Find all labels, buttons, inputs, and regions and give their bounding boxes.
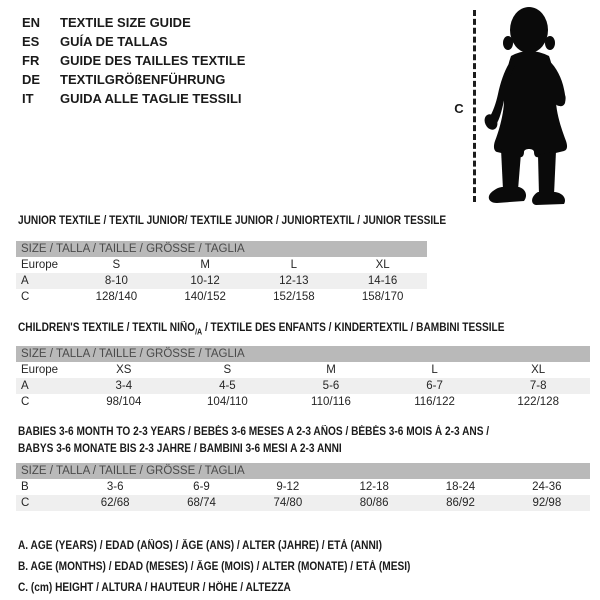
table-row [16, 394, 590, 410]
lang-code: DE [22, 72, 41, 87]
section-junior-textile [16, 215, 447, 305]
table-row [16, 257, 427, 273]
lang-title: TEXTILE SIZE GUIDE [60, 15, 191, 30]
cell: 10-12 [190, 275, 220, 287]
cell: L [290, 259, 298, 271]
cell: 158/170 [361, 291, 404, 303]
section-title [16, 322, 590, 335]
cell: M [200, 259, 210, 271]
cell: 86/92 [446, 497, 475, 509]
section-title [16, 441, 590, 458]
section-babies-textile [16, 424, 590, 511]
title-part: CHILDREN'S TEXTILE / TEXTIL NIÑO [18, 322, 196, 334]
section-title [16, 424, 590, 441]
lang-code: EN [22, 15, 41, 30]
cell: 74/80 [273, 497, 303, 509]
cell: 8-10 [104, 275, 128, 287]
cell: 3-4 [115, 380, 133, 392]
cell: 14-16 [367, 275, 398, 287]
size-header-bar: SIZE / TALLA / TAILLE / GRÖSSE / TAGLIA [16, 241, 427, 257]
cell: 98/104 [106, 396, 142, 408]
cell: 3-6 [106, 481, 124, 493]
cell: 110/116 [311, 396, 351, 408]
cell: S [112, 259, 121, 271]
footnote-b [18, 557, 464, 578]
row-label: A [21, 275, 29, 287]
cell: 104/110 [207, 396, 248, 408]
footnote-text: B. AGE (MONTHS) / EDAD (MESES) / ÂGE (MOIS) / ALTER (MONATE) / ETÀ (MESI) [18, 561, 411, 573]
section-title-text: JUNIOR TEXTILE / TEXTIL JUNIOR/ TEXTILE JUNIOR / JUNIORTEXTIL / JUNIOR TESSILE [18, 215, 447, 227]
table-row [16, 273, 427, 289]
cell: XS [116, 364, 132, 376]
title-part: / TEXTILE DES ENFANTS / KINDERTEXTIL / BAMBINI TESSILE [202, 322, 505, 334]
cell: 68/74 [187, 497, 216, 509]
lang-code: ES [22, 34, 40, 49]
cell: 4-5 [219, 380, 236, 392]
section-title-text: BABIES 3-6 MONTH TO 2-3 YEARS / BEBÉS 3-6 MESES A 2-3 AÑOS / BÉBÉS 3-6 MOIS À 2-3 ANS / [18, 426, 490, 438]
footnotes [18, 536, 464, 599]
lang-row-es [22, 32, 245, 51]
cell: 116/122 [414, 396, 455, 408]
language-title-list [22, 13, 245, 108]
section-title-text [18, 322, 504, 338]
row-label: B [21, 481, 29, 493]
cell: 5-6 [322, 380, 340, 392]
cell: 12-13 [279, 275, 309, 287]
row-label: Europe [21, 364, 59, 376]
lang-title: GUIDE DES TAILLES TEXTILE [60, 53, 246, 68]
cell: 140/152 [184, 291, 226, 303]
lang-row-fr [22, 51, 245, 70]
footnote-c [18, 578, 464, 599]
cell: 7-8 [529, 380, 547, 392]
title-subscript: /A [195, 327, 203, 337]
cell: 12-18 [359, 481, 389, 493]
cell: 152/158 [273, 291, 315, 303]
lang-row-en [22, 13, 245, 32]
cell: 122/128 [517, 396, 559, 408]
cell: 9-12 [276, 481, 300, 493]
row-label: C [21, 291, 30, 303]
lang-row-de [22, 70, 245, 89]
cell: 24-36 [532, 481, 562, 493]
footnote-text: A. AGE (YEARS) / EDAD (AÑOS) / ÂGE (ANS) / ALTER (JAHRE) / ETÀ (ANNI) [18, 540, 382, 552]
table-row [16, 378, 590, 394]
cell: L [431, 364, 438, 376]
lang-title: TEXTILGRÖßENFÜHRUNG [60, 72, 226, 87]
height-measure-dashed-line [473, 10, 476, 202]
height-measure-label: C [454, 101, 464, 116]
table-row [16, 289, 427, 305]
cell: 128/140 [95, 291, 138, 303]
cell: 92/98 [532, 497, 562, 509]
cell: 6-7 [426, 380, 443, 392]
cell: 6-9 [193, 481, 210, 493]
section-title [16, 215, 447, 228]
lang-code: FR [22, 53, 40, 68]
size-header-bar: SIZE / TALLA / TAILLE / GRÖSSE / TAGLIA [16, 463, 590, 479]
section-title-text: BABYS 3-6 MONATE BIS 2-3 JAHRE / BAMBINI 3-6 MESI A 2-3 ANNI [18, 443, 342, 455]
size-header-bar: SIZE / TALLA / TAILLE / GRÖSSE / TAGLIA [16, 346, 590, 362]
cell: 62/68 [100, 497, 130, 509]
row-label: C [21, 396, 30, 408]
baby-silhouette [480, 0, 600, 215]
footnote-text: C. (cm) HEIGHT / ALTURA / HAUTEUR / HÖHE / ALTEZZA [18, 582, 291, 594]
lang-title: GUIDA ALLE TAGLIE TESSILI [60, 91, 242, 106]
row-label: A [21, 380, 29, 392]
footnote-a [18, 536, 464, 557]
cell: M [326, 364, 336, 376]
row-label: Europe [21, 259, 59, 271]
table-row [16, 362, 590, 378]
cell: 80/86 [359, 497, 389, 509]
cell: XL [531, 364, 546, 376]
table-row [16, 479, 590, 495]
cell: 18-24 [445, 481, 476, 493]
cell: S [223, 364, 232, 376]
table-row [16, 495, 590, 511]
lang-row-it [22, 89, 245, 108]
lang-title: GUÍA DE TALLAS [60, 34, 168, 49]
lang-code: IT [22, 91, 34, 106]
row-label: C [21, 497, 30, 509]
section-children-textile [16, 322, 590, 410]
cell: XL [375, 259, 390, 271]
